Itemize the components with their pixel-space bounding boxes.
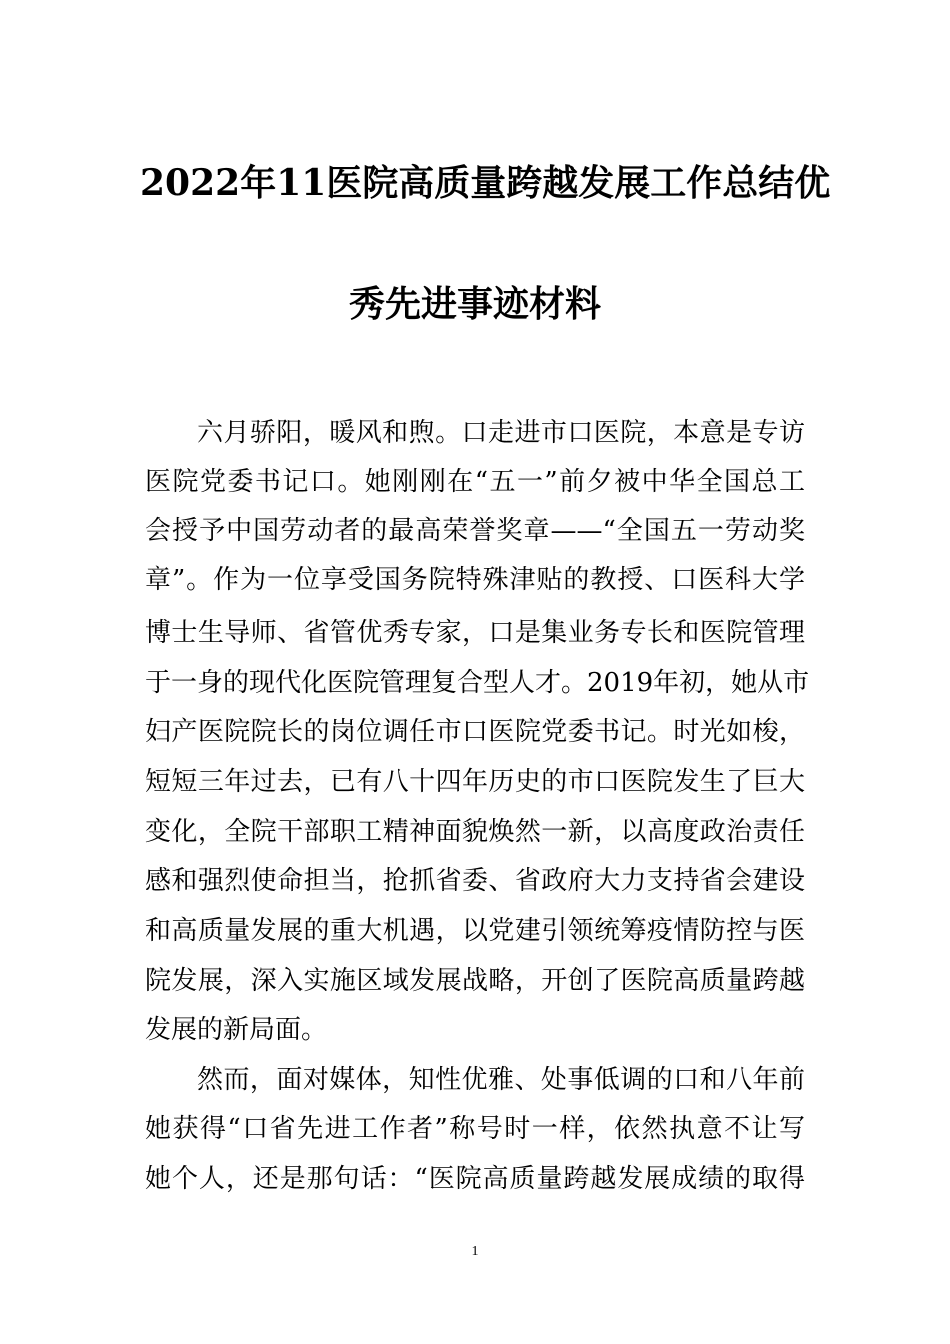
paragraph-1-line-4: 章”。作为一位享受国务院特殊津贴的教授、口医科大学 xyxy=(145,565,805,595)
paragraph-1-line-12: 院发展，深入实施区域发展战略，开创了医院高质量跨越 xyxy=(145,966,805,996)
paragraph-1-line-9: 变化，全院干部职工精神面貌焕然一新，以高度政治责任 xyxy=(145,817,805,847)
paragraph-2-line-3: 她个人，还是那句话：“医院高质量跨越发展成绩的取得 xyxy=(145,1164,805,1194)
paragraph-1-line-7: 妇产医院院长的岗位调任市口医院党委书记。时光如梭， xyxy=(145,717,805,747)
paragraph-1-line-3: 会授予中国劳动者的最高荣誉奖章——“全国五一劳动奖 xyxy=(145,516,805,546)
paragraph-1-line-11: 和高质量发展的重大机遇，以党建引领统筹疫情防控与医 xyxy=(145,916,805,946)
document-title-line-2: 秀先进事迹材料 xyxy=(348,283,601,325)
paragraph-1-line-13: 发展的新局面。 xyxy=(145,1015,328,1045)
paragraph-2-line-2: 她获得“口省先进工作者”称号时一样，依然执意不让写 xyxy=(145,1114,805,1144)
paragraph-1-line-1: 六月骄阳，暖风和煦。口走进市口医院，本意是专访 xyxy=(197,418,805,448)
document-title-line-1: 2022年11医院高质量跨越发展工作总结优 xyxy=(140,162,831,204)
paragraph-1-line-6: 于一身的现代化医院管理复合型人才。2019年初，她从市 xyxy=(145,668,810,698)
paragraph-1-line-2: 医院党委书记口。她刚刚在“五一”前夕被中华全国总工 xyxy=(145,467,805,497)
paragraph-1-line-8: 短短三年过去，已有八十四年历史的市口医院发生了巨大 xyxy=(145,767,805,797)
paragraph-1-line-5: 博士生导师、省管优秀专家，口是集业务专长和医院管理 xyxy=(145,618,805,648)
paragraph-2-line-1: 然而，面对媒体，知性优雅、处事低调的口和八年前 xyxy=(197,1065,805,1095)
page-number: 1 xyxy=(471,1244,479,1259)
paragraph-1-line-10: 感和强烈使命担当，抢抓省委、省政府大力支持省会建设 xyxy=(145,866,805,896)
